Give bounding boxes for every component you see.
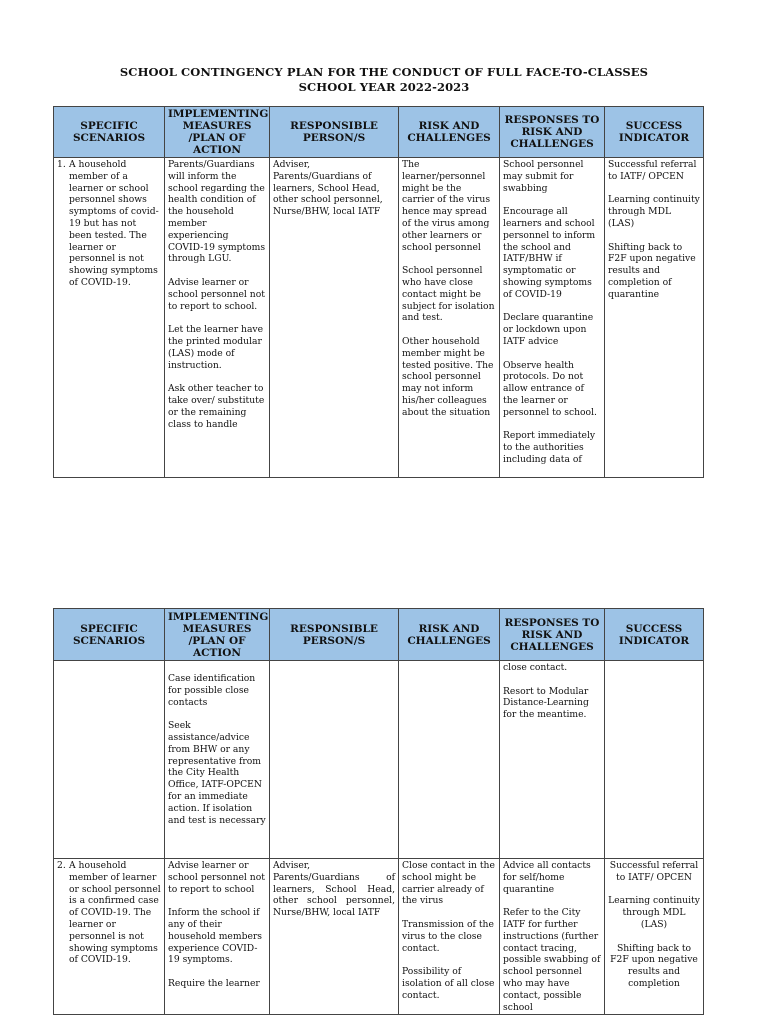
risk-item: The learner/personnel might be the carrier of the virus hence may spread of the virus among other learners or school personnel (402, 159, 491, 253)
responsible-text: Adviser, Parents/Guardians of learners, School Head, other school personnel, Nurse/BHW, local IATF (273, 159, 383, 218)
header-risk-and-challenges: RISK AND CHALLENGES (399, 107, 500, 158)
scenario-number: 2. (57, 860, 66, 871)
risks-cell (399, 158, 500, 478)
table-row (54, 859, 704, 1015)
indicator-cell (605, 661, 704, 859)
header-responsible-persons: RESPONSIBLE PERSON/S (270, 107, 399, 158)
measures-cell (165, 661, 270, 859)
scenario-cell (54, 859, 165, 1015)
scenario-text: A household member of a learner or school personnel shows symptoms of covid-19 but has not been tested. The learner or personnel is not showing symptoms of COVID-19. (69, 159, 159, 288)
measure-item: Inform the school if any of their household members experience COVID-19 symptoms. (168, 907, 262, 966)
measure-item: Case identification for possible close contacts (168, 673, 256, 708)
risk-item: Possibility of isolation of all close contact. (402, 966, 495, 1001)
header-responsible-persons: RESPONSIBLE PERSON/S (270, 609, 399, 661)
indicator-item: Successful referral to IATF/ OPCEN (608, 159, 697, 182)
indicator-item: Shifting back to F2F upon negative results and completion (610, 942, 698, 989)
responsible-cell (270, 859, 399, 1015)
scenario-number: 1. (57, 159, 66, 170)
response-item: close contact. (503, 662, 568, 673)
responses-cell (500, 859, 605, 1015)
header-responses: RESPONSES TO RISK AND CHALLENGES (500, 107, 605, 158)
risk-item: School personnel who have close contact might be subject for isolation and test. (402, 265, 495, 324)
header-implementing-measures: IMPLEMENTING MEASURES /PLAN OF ACTION (165, 609, 270, 661)
responsible-cell (270, 158, 399, 478)
document-subtitle: SCHOOL YEAR 2022-2023 (298, 80, 470, 94)
risk-item: Transmission of the virus to the close contact. (402, 918, 494, 954)
indicator-item: Successful referral to IATF/ OPCEN (609, 860, 699, 883)
measure-item: Advise learner or school personnel not to report to school (168, 860, 265, 895)
header-specific-scenarios: SPECIFIC SCENARIOS (54, 107, 165, 158)
indicator-cell (605, 859, 704, 1015)
table-header-row (54, 107, 704, 158)
indicator-item: Learning continuity through MDL (LAS) (608, 194, 700, 229)
responses-cell (500, 158, 605, 478)
header-responses: RESPONSES TO RISK AND CHALLENGES (500, 609, 605, 661)
scenario-text: A household member of learner or school personnel is a confirmed case of COVID-19. The learner or personnel is not showing symptoms of COVID-19. (69, 860, 161, 966)
header-specific-scenarios: SPECIFIC SCENARIOS (54, 609, 165, 661)
indicator-item: Shifting back to F2F upon negative results and completion of quarantine (608, 241, 696, 300)
response-item: Declare quarantine or lockdown upon IATF advice (503, 312, 594, 347)
response-item: Resort to Modular Distance-Learning for the meantime. (503, 685, 589, 721)
response-item: Observe health protocols. Do not allow entrance of the learner or personnel to school. (503, 359, 597, 418)
measure-item: Advise learner or school personnel not to report to school. (168, 276, 265, 312)
risks-cell (399, 661, 500, 859)
responses-cell (500, 661, 605, 859)
measures-cell (165, 859, 270, 1015)
measures-cell (165, 158, 270, 478)
measure-item: Parents/Guardians will inform the school regarding the health condition of the household member experiencing COVID-19 symptoms through LGU. (168, 159, 266, 265)
response-item: Advice all contacts for self/home quarantine (503, 860, 591, 895)
risk-item: Other household member might be tested positive. The school personnel may not inform his/her colleagues about the situation (402, 335, 494, 418)
indicator-cell (605, 158, 704, 478)
responsible-cell (270, 661, 399, 859)
header-implementing-measures: IMPLEMENTING MEASURES /PLAN OF ACTION (165, 107, 270, 158)
table-row (54, 158, 704, 478)
indicator-item: Learning continuity through MDL (LAS) (608, 895, 700, 930)
contingency-table-page-1 (53, 106, 704, 478)
scenario-cell (54, 158, 165, 478)
response-item: Refer to the City IATF for further instructions (further contact tracing, possible swabbing of school personnel who may have contact, possible school (503, 907, 601, 1013)
measure-item: Let the learner have the printed modular (LAS) mode of instruction. (168, 324, 264, 371)
response-item: School personnel may submit for swabbing (503, 159, 584, 194)
measure-item: Require the learner (168, 977, 260, 989)
response-item: Encourage all learners and school personnel to inform the school and IATF/BHW if symptomatic or showing symptoms of COVID-19 (503, 206, 596, 300)
document-title: SCHOOL CONTINGENCY PLAN FOR THE CONDUCT OF FULL FACE-TO-CLASSES (119, 65, 649, 79)
header-risk-and-challenges: RISK AND CHALLENGES (399, 609, 500, 661)
header-success-indicator: SUCCESS INDICATOR (605, 609, 704, 661)
scenario-cell (54, 661, 165, 859)
responsible-text: Adviser, Parents/Guardians of learners, School Head, other school personnel, Nurse/BHW, local IATF (273, 860, 395, 919)
risk-item: Close contact in the school might be carrier already of the virus (402, 860, 495, 907)
risks-cell (399, 859, 500, 1015)
table-header-row (54, 609, 704, 661)
table-row (54, 661, 704, 859)
header-success-indicator: SUCCESS INDICATOR (605, 107, 704, 158)
response-item: Report immediately to the authorities including data of (503, 430, 596, 465)
measure-item: Seek assistance/advice from BHW or any representative from the City Health Office, IATF-OPCEN for an immediate action. If isolation and test is necessary (168, 720, 266, 826)
contingency-table-page-2 (53, 608, 704, 1015)
measure-item: Ask other teacher to take over/ substitute or the remaining class to handle (168, 383, 265, 430)
